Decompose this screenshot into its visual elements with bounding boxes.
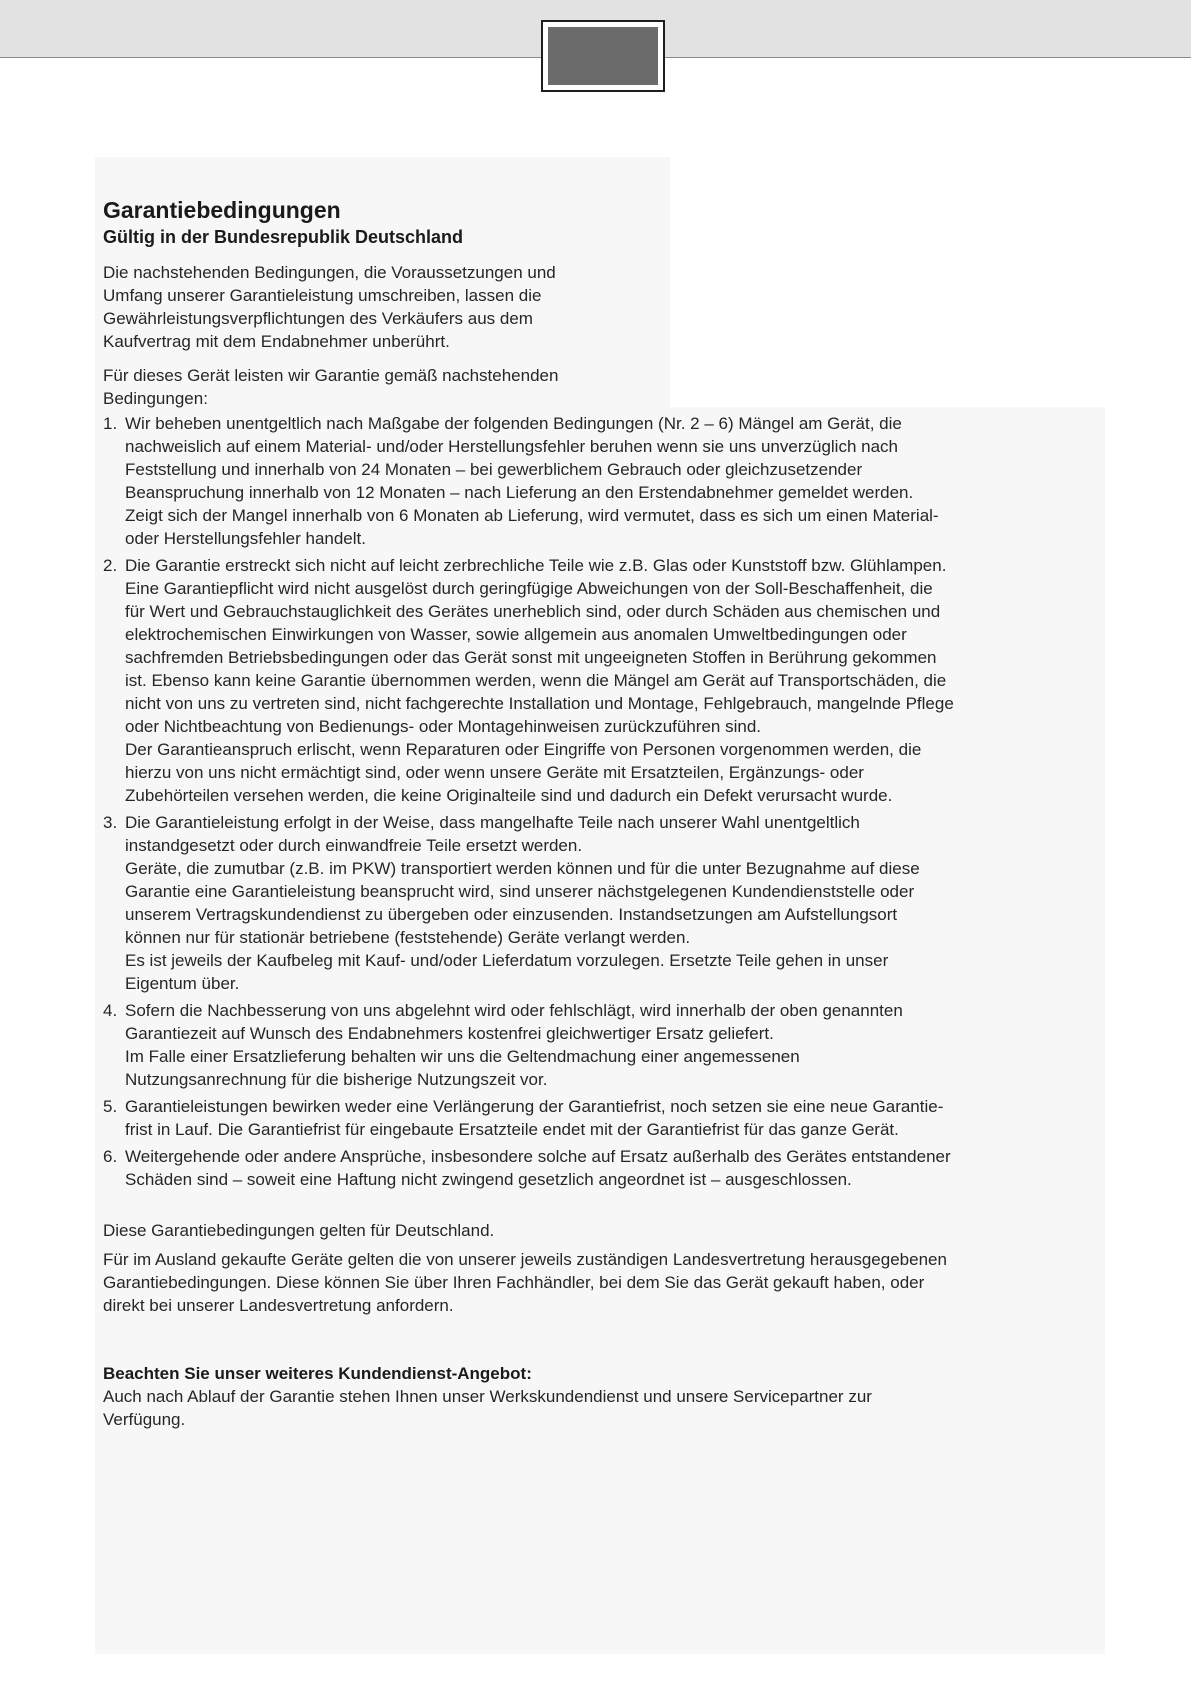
abroad-paragraph bbox=[103, 1248, 1103, 1317]
condition-line: hierzu von uns nicht ermächtigt sind, oder wenn unsere Geräte mit Ersatzteilen, Ergänzungs- oder bbox=[125, 763, 864, 782]
page-tab-marker bbox=[541, 20, 665, 92]
abroad-line: Garantiebedingungen. Diese können Sie über Ihren Fachhändler, bei dem Sie das Gerät gekauft haben, oder bbox=[103, 1273, 925, 1292]
spacer bbox=[103, 1195, 1103, 1219]
condition-line: Feststellung und innerhalb von 24 Monaten – bei gewerblichem Gebrauch oder gleichzusetzender bbox=[125, 460, 863, 479]
condition-line: Wir beheben unentgeltlich nach Maßgabe der folgenden Bedingungen (Nr. 2 – 6) Mängel am Gerät, die bbox=[125, 414, 902, 433]
condition-line: Sofern die Nachbesserung von uns abgelehnt wird oder fehlschlägt, wird innerhalb der oben genannten bbox=[125, 1001, 903, 1020]
condition-line: oder Nichtbeachtung von Bedienungs- oder Montagehinweisen zurückzuführen sind. bbox=[125, 717, 762, 736]
service-line: Auch nach Ablauf der Garantie stehen Ihnen unser Werkskundendienst und unsere Servicepartner zur bbox=[103, 1387, 872, 1406]
page-tab-fill bbox=[548, 27, 658, 85]
service-text bbox=[103, 1385, 1103, 1431]
condition-item-3 bbox=[103, 811, 1103, 995]
condition-number: 5. bbox=[103, 1097, 118, 1116]
service-line: Verfügung. bbox=[103, 1410, 186, 1429]
page-subtitle: Gültig in der Bundesrepublik Deutschland bbox=[103, 227, 464, 247]
condition-line: Eine Garantiepflicht wird nicht ausgelöst durch geringfügige Abweichungen von der Soll-Beschaffenheit, die bbox=[125, 579, 933, 598]
condition-item-4 bbox=[103, 999, 1103, 1091]
condition-line: Im Falle einer Ersatzlieferung behalten wir uns die Geltendmachung einer angemessenen bbox=[125, 1047, 800, 1066]
condition-line: sachfremden Betriebsbedingungen oder das Gerät sonst mit ungeeigneten Stoffen in Berührung gekommen bbox=[125, 648, 937, 667]
service-heading: Beachten Sie unser weiteres Kundendienst-Angebot: bbox=[103, 1364, 532, 1383]
condition-line: nachweislich auf einem Material- und/oder Herstellungsfehler beruhen wenn sie uns unverzüglich nach bbox=[125, 437, 898, 456]
condition-line: Es ist jeweils der Kaufbeleg mit Kauf- und/oder Lieferdatum vorzulegen. Ersetzte Teile gehen in unser bbox=[125, 951, 889, 970]
condition-line: nicht von uns zu vertreten sind, nicht fachgerechte Installation und Montage, Fehlgebrauch, mangelnde Pflege bbox=[125, 694, 954, 713]
condition-item-5 bbox=[103, 1095, 1103, 1141]
page-title: Garantiebedingungen bbox=[103, 197, 341, 223]
condition-item-6 bbox=[103, 1145, 1103, 1191]
guarantee-intro-line: Bedingungen: bbox=[103, 389, 208, 408]
condition-line: Zeigt sich der Mangel innerhalb von 6 Monaten ab Lieferung, wird vermutet, dass es sich um einen Material- bbox=[125, 506, 939, 525]
condition-number: 3. bbox=[103, 813, 118, 832]
guarantee-intro bbox=[103, 364, 623, 410]
guarantee-intro-line: Für dieses Gerät leisten wir Garantie gemäß nachstehenden bbox=[103, 366, 559, 385]
abroad-line: direkt bei unserer Landesvertretung anfordern. bbox=[103, 1296, 454, 1315]
condition-line: Zubehörteilen versehen werden, die keine Originalteile sind und dadurch ein Defekt verursacht wurde. bbox=[125, 786, 893, 805]
abroad-line: Für im Ausland gekaufte Geräte gelten die von unserer jeweils zuständigen Landesvertretung herausgegebenen bbox=[103, 1250, 947, 1269]
intro-line: Gewährleistungsverpflichtungen des Verkäufers aus dem bbox=[103, 309, 533, 328]
conditions-list bbox=[103, 412, 1103, 1191]
condition-line: Garantieleistungen bewirken weder eine Verlängerung der Garantiefrist, noch setzen sie eine neue Garantie- bbox=[125, 1097, 944, 1116]
condition-number: 6. bbox=[103, 1147, 118, 1166]
condition-line: frist in Lauf. Die Garantiefrist für eingebaute Ersatzteile endet mit der Garantiefrist für das ganze Gerät. bbox=[125, 1120, 899, 1139]
condition-line: instandgesetzt oder durch einwandfreie Teile ersetzt werden. bbox=[125, 836, 583, 855]
condition-line: elektrochemischen Einwirkungen von Wasser, sowie allgemein aus anomalen Umweltbedingungen oder bbox=[125, 625, 907, 644]
intro-line: Die nachstehenden Bedingungen, die Voraussetzungen und bbox=[103, 263, 556, 282]
condition-item-2 bbox=[103, 554, 1103, 807]
germany-note: Diese Garantiebedingungen gelten für Deutschland. bbox=[103, 1221, 495, 1240]
condition-line: Der Garantieanspruch erlischt, wenn Reparaturen oder Eingriffe von Personen vorgenommen werden, die bbox=[125, 740, 922, 759]
condition-line: Weitergehende oder andere Ansprüche, insbesondere solche auf Ersatz außerhalb des Gerätes entstandener bbox=[125, 1147, 951, 1166]
condition-number: 4. bbox=[103, 1001, 118, 1020]
condition-number: 2. bbox=[103, 556, 118, 575]
intro-paragraph bbox=[103, 261, 623, 353]
intro-line: Umfang unserer Garantieleistung umschreiben, lassen die bbox=[103, 286, 542, 305]
condition-line: Garantie eine Garantieleistung beansprucht wird, sind unserer nächstgelegenen Kundendienststelle oder bbox=[125, 882, 915, 901]
condition-line: Die Garantieleistung erfolgt in der Weise, dass mangelhafte Teile nach unserer Wahl unentgeltlich bbox=[125, 813, 860, 832]
condition-line: ist. Ebenso kann keine Garantie übernommen werden, wenn die Mängel am Gerät auf Transportschäden, die bbox=[125, 671, 947, 690]
condition-line: Die Garantie erstreckt sich nicht auf leicht zerbrechliche Teile wie z.B. Glas oder Kunststoff bzw. Glühlampen. bbox=[125, 556, 947, 575]
condition-item-1 bbox=[103, 412, 1103, 550]
condition-line: Schäden sind – soweit eine Haftung nicht zwingend gesetzlich angeordnet ist – ausgeschlossen. bbox=[125, 1170, 852, 1189]
document-body bbox=[103, 195, 1103, 1431]
condition-line: Geräte, die zumutbar (z.B. im PKW) transportiert werden können und für die unter Bezugnahme auf diese bbox=[125, 859, 920, 878]
condition-line: Garantiezeit auf Wunsch des Endabnehmers kostenfrei gleichwertiger Ersatz geliefert. bbox=[125, 1024, 774, 1043]
condition-line: unserem Vertragskundendienst zu übergeben oder einzusenden. Instandsetzungen am Aufstellungsort bbox=[125, 905, 898, 924]
intro-line: Kaufvertrag mit dem Endabnehmer unberührt. bbox=[103, 332, 450, 351]
condition-number: 1. bbox=[103, 414, 118, 433]
condition-line: oder Herstellungsfehler handelt. bbox=[125, 529, 366, 548]
condition-line: für Wert und Gebrauchstauglichkeit des Gerätes unerheblich sind, oder durch Schäden aus chemischen und bbox=[125, 602, 941, 621]
spacer bbox=[103, 1328, 1103, 1362]
condition-line: können nur für stationär betriebene (feststehende) Geräte verlangt werden. bbox=[125, 928, 691, 947]
condition-line: Nutzungsanrechnung für die bisherige Nutzungszeit vor. bbox=[125, 1070, 548, 1089]
condition-line: Beanspruchung innerhalb von 12 Monaten – nach Lieferung an den Erstendabnehmer gemeldet werden. bbox=[125, 483, 914, 502]
condition-line: Eigentum über. bbox=[125, 974, 240, 993]
